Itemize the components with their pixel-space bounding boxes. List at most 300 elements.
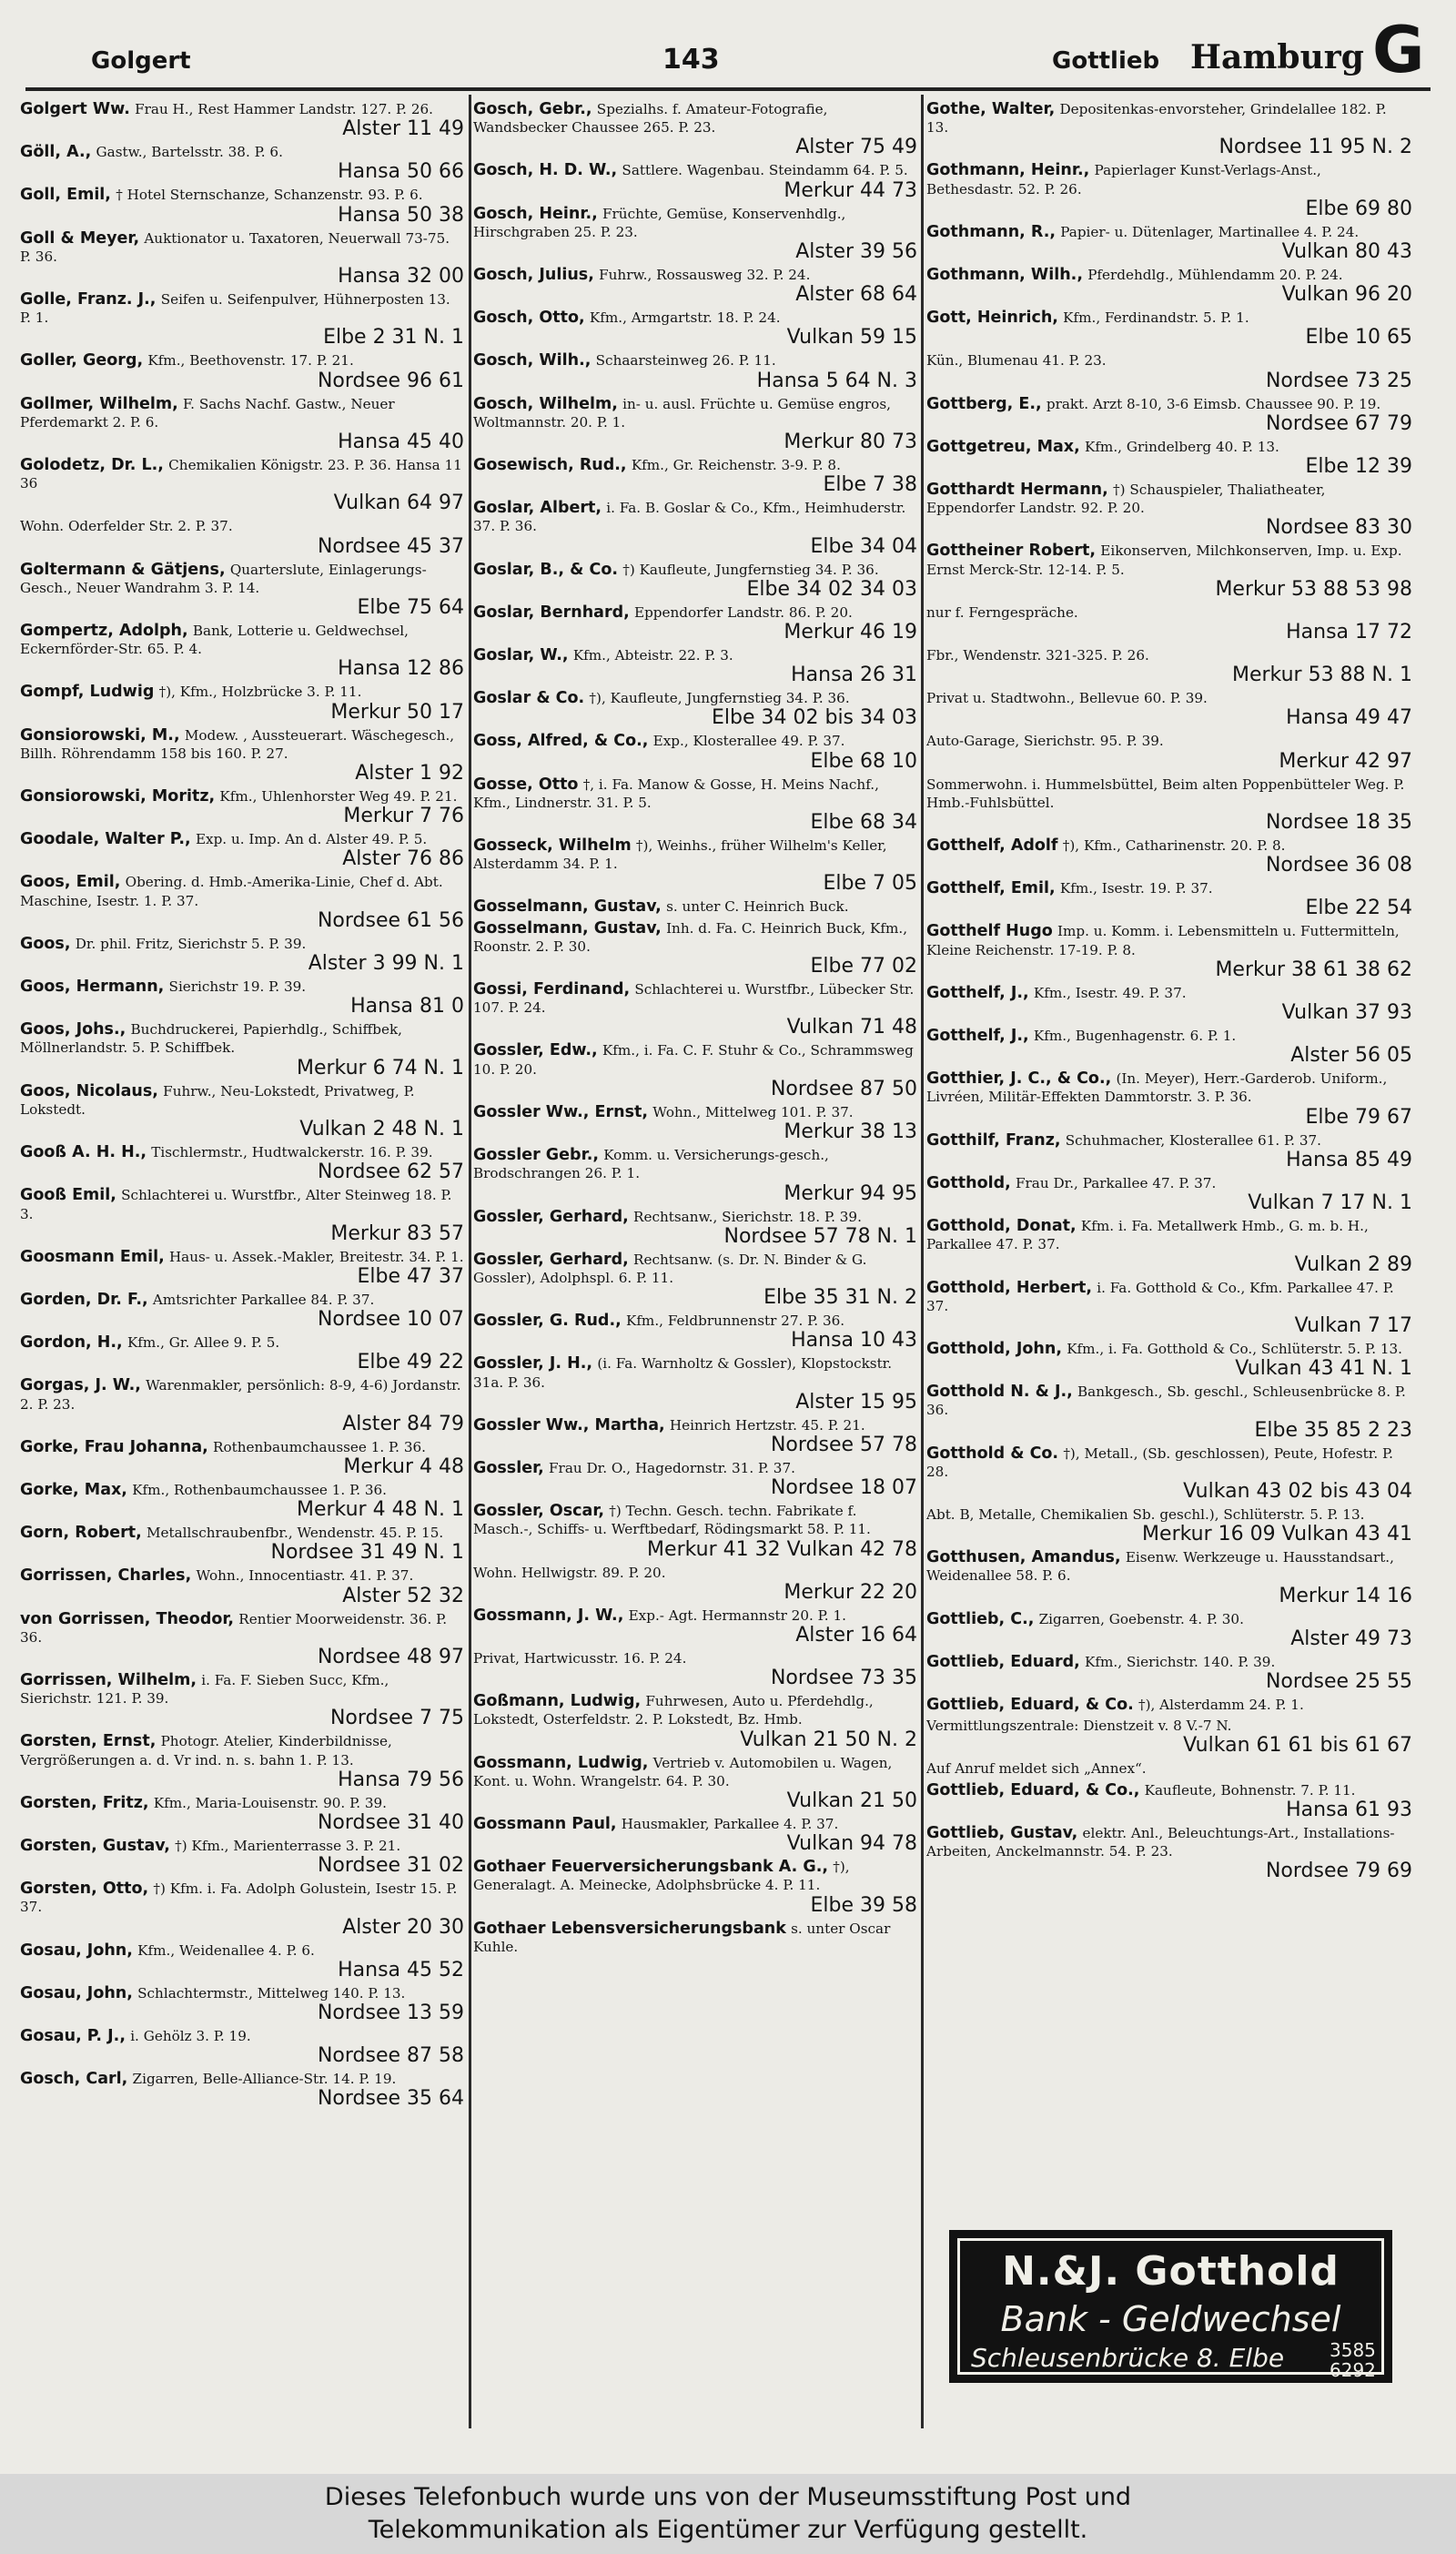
entry-phone: Nordsee 96 61 — [317, 369, 464, 392]
entry-details: Schuhmacher, Klosterallee 61. P. 37. — [1065, 1131, 1321, 1149]
directory-entry — [473, 1815, 917, 1855]
entry-phone: Nordsee 10 07 — [317, 1308, 464, 1332]
directory-entry — [473, 1920, 917, 1956]
directory-entry — [473, 395, 917, 453]
entry-details: Wohn., Mittelweg 101. P. 37. — [652, 1103, 854, 1120]
entry-phone: Merkur 46 19 — [784, 621, 917, 644]
directory-entry — [473, 1208, 917, 1248]
entry-details: Wohn. Hellwigstr. 89. P. 20. — [473, 1564, 666, 1581]
directory-entry — [473, 1502, 917, 1560]
directory-entry — [926, 1444, 1412, 1503]
entry-phone: Nordsee 83 30 — [1265, 516, 1412, 540]
directory-entry — [926, 1696, 1412, 1714]
directory-entry — [926, 1340, 1412, 1380]
directory-entry — [473, 603, 917, 644]
directory-entry — [473, 1858, 917, 1916]
ad-address: Schleusenbrücke 8. Elbe — [971, 2343, 1285, 2373]
header-letter: G — [1372, 13, 1425, 87]
entry-details: Schlachterei u. Wurstfbr., Alter Steinweg 18. P. 3. — [20, 1187, 452, 1222]
entry-details: Amtsrichter Parkallee 84. P. 37. — [152, 1291, 375, 1308]
entry-phone: Alster 75 49 — [795, 136, 917, 159]
directory-entry — [926, 1548, 1412, 1606]
directory-entry — [926, 1610, 1412, 1650]
entry-name: Goslar, Bernhard, — [473, 603, 630, 622]
entry-phone: Elbe 22 54 — [1305, 897, 1412, 920]
entry-details: Privat u. Stadtwohn., Bellevue 60. P. 39. — [926, 690, 1208, 707]
entry-phone: Nordsee 25 55 — [1265, 1669, 1412, 1693]
entry-phone: Elbe 79 67 — [1305, 1105, 1412, 1129]
directory-entry — [473, 1754, 917, 1812]
entry-name: Goslar, B., & Co. — [473, 560, 619, 579]
directory-entry — [20, 229, 464, 288]
directory-entry — [926, 1174, 1412, 1214]
directory-entry — [926, 603, 1412, 644]
entry-details: Rechtsanw. (s. Dr. N. Binder & G. Gossler), Adolphspl. 6. P. 11. — [473, 1251, 867, 1286]
entry-phone: Merkur 83 57 — [330, 1221, 464, 1245]
directory-entry — [926, 1781, 1412, 1821]
directory-entry — [926, 984, 1412, 1024]
directory-entry — [20, 1376, 464, 1434]
entry-name: Gosch, Otto, — [473, 309, 585, 328]
directory-entry — [20, 1941, 464, 1981]
entry-phone: Alster 76 86 — [342, 847, 464, 871]
entry-details: Frau Dr. O., Hagedornstr. 31. P. 37. — [549, 1459, 795, 1476]
directory-entry — [473, 351, 917, 391]
directory-entry — [20, 1984, 464, 2024]
entry-phone: Nordsee 31 49 N. 1 — [270, 1541, 464, 1565]
entry-name: Gosch, Julius, — [473, 266, 594, 285]
entry-name: Gorke, Max, — [20, 1480, 127, 1499]
entry-phone: Hansa 49 47 — [1286, 706, 1412, 730]
entry-phone: Hansa 50 38 — [338, 203, 464, 227]
directory-entry — [20, 561, 464, 619]
entry-details: Kün., Blumenau 41. P. 23. — [926, 352, 1107, 370]
entry-phone: Nordsee 67 79 — [1265, 411, 1412, 435]
entry-name: Gooß Emil, — [20, 1186, 116, 1205]
entry-details: Rothenbaumchaussee 1. P. 36. — [213, 1438, 426, 1455]
entry-name: Gosch, Carl, — [20, 2070, 128, 2089]
entry-phone: Elbe 68 10 — [810, 749, 917, 773]
entry-details: Imp. u. Komm. i. Lebensmitteln u. Futtermitteln, Kleine Reichenstr. 17-19. P. 8. — [926, 923, 1400, 958]
entry-name: Gottlieb, Eduard, & Co. — [926, 1695, 1134, 1714]
entry-name: Gorsten, Fritz, — [20, 1793, 149, 1812]
entry-name: Gotthelf, Adolf — [926, 836, 1058, 856]
entry-details: i. Fa. B. Goslar & Co., Kfm., Heimhuderstr. 37. P. 36. — [473, 500, 906, 535]
entry-phone: Alster 15 95 — [795, 1390, 917, 1414]
directory-entry — [926, 732, 1412, 772]
entry-name: Gothaer Lebensversicherungsbank — [473, 1919, 786, 1938]
entry-name: Gottlieb, Gustav, — [926, 1823, 1078, 1842]
directory-entry — [20, 456, 464, 514]
directory-entry — [473, 499, 917, 557]
entry-name: Gotthelf Hugo — [926, 922, 1053, 941]
entry-name: Gothmann, R., — [926, 222, 1057, 241]
entry-name: Gosau, John, — [20, 1941, 133, 1960]
directory-entry — [926, 1217, 1412, 1275]
entry-phone: Vulkan 43 02 bis 43 04 — [1183, 1479, 1412, 1503]
entry-details: †), Alsterdamm 24. P. 1. — [1138, 1696, 1304, 1713]
directory-entry — [20, 517, 464, 557]
entry-details: Metallschraubenfbr., Wendenstr. 45. P. 15. — [146, 1525, 444, 1542]
directory-entry — [473, 1416, 917, 1456]
entry-phone: Nordsee 61 56 — [317, 908, 464, 932]
entry-name: Goos, Nicolaus, — [20, 1081, 158, 1100]
entry-details: Exp.- Agt. Hermannstr 20. P. 1. — [628, 1606, 846, 1624]
entry-name: Gothaer Feuerversicherungsbank A. G., — [473, 1858, 828, 1877]
entry-phone: Vulkan 21 50 — [786, 1789, 917, 1812]
entry-details: Eisenw. Werkzeuge u. Hausstandsart., Weidenallee 58. P. 6. — [926, 1549, 1394, 1585]
entry-name: Gorsten, Ernst, — [20, 1732, 157, 1751]
entry-details: Obering. d. Hmb.-Amerika-Linie, Chef d. Abt. Maschine, Isestr. 1. P. 37. — [20, 874, 443, 909]
entry-details: (In. Meyer), Herr.-Garderob. Uniform., Livréen, Militär-Effekten Dammtorstr. 3. P. 36. — [926, 1070, 1388, 1106]
entry-details: Auktionator u. Taxatoren, Neuerwall 73-75. P. 36. — [20, 229, 450, 265]
directory-entry — [926, 922, 1412, 980]
entry-name: Gottlieb, Eduard, — [926, 1652, 1080, 1671]
entry-phone: Merkur 42 97 — [1279, 749, 1412, 773]
directory-entry — [926, 1383, 1412, 1441]
entry-phone: Hansa 12 86 — [338, 657, 464, 681]
entry-phone: Elbe 47 37 — [357, 1264, 464, 1288]
ad-company-name: N.&J. Gotthold — [1002, 2248, 1340, 2295]
entry-phone: Vulkan 43 41 N. 1 — [1235, 1357, 1412, 1381]
directory-entry — [473, 1459, 917, 1499]
entry-details: F. Sachs Nachf. Gastw., Neuer Pferdemarkt 2. P. 6. — [20, 395, 395, 431]
entry-name: Gorke, Frau Johanna, — [20, 1437, 208, 1456]
header-first-name: Golgert — [91, 47, 191, 75]
entry-name: Gorgas, J. W., — [20, 1376, 141, 1395]
entry-phone: Merkur 41 32 Vulkan 42 78 — [647, 1537, 917, 1561]
entry-name: Gossler Ww., Martha, — [473, 1415, 665, 1434]
entry-phone: Merkur 7 76 — [343, 805, 464, 828]
entry-details: i. Fa. F. Sieben Succ, Kfm., Sierichstr. 121. P. 39. — [20, 1671, 389, 1708]
entry-phone: Elbe 7 38 — [823, 473, 917, 497]
directory-entry — [473, 456, 917, 496]
entry-name: Gosch, Wilhelm, — [473, 394, 618, 413]
entry-details: Heinrich Hertzstr. 45. P. 21. — [669, 1416, 865, 1434]
directory-entry — [20, 1794, 464, 1834]
directory-column-1 — [20, 100, 464, 2437]
entry-details: †) Schauspieler, Thaliatheater, Eppendorfer Landstr. 92. P. 20. — [926, 481, 1326, 517]
entry-name: Gompertz, Adolph, — [20, 622, 188, 641]
archive-footer — [0, 2474, 1456, 2554]
directory-entry — [473, 309, 917, 349]
entry-phone: Hansa 61 93 — [1286, 1798, 1412, 1821]
entry-name: Gorn, Robert, — [20, 1524, 142, 1543]
entry-name: Gotthusen, Amandus, — [926, 1548, 1121, 1567]
entry-name: Gossmann, J. W., — [473, 1606, 624, 1625]
entry-details: Wohn., Innocentiastr. 41. P. 37. — [196, 1567, 414, 1585]
directory-entry — [926, 879, 1412, 919]
entry-details: Eppendorfer Landstr. 86. P. 20. — [634, 603, 853, 621]
entry-details: Hausmakler, Parkallee 4. P. 37. — [621, 1815, 839, 1832]
directory-entry — [473, 1692, 917, 1750]
entry-phone: Elbe 35 85 2 23 — [1254, 1418, 1412, 1442]
directory-entry — [473, 161, 917, 201]
entry-name: Gossi, Ferdinand, — [473, 980, 631, 999]
entry-details: Rechtsanw., Sierichstr. 18. P. 39. — [633, 1208, 862, 1225]
entry-phone: Merkur 38 13 — [784, 1120, 917, 1144]
directory-entry — [926, 646, 1412, 686]
entry-details: Vermittlungszentrale: Dienstzeit v. 8 V.-7 N. — [926, 1718, 1232, 1735]
entry-details: Kfm., Isestr. 19. P. 37. — [1059, 880, 1213, 897]
entry-name: Gosch, Gebr., — [473, 100, 592, 118]
entry-details: Pferdehdlg., Mühlendamm 20. P. 24. — [1087, 267, 1343, 284]
directory-entry — [20, 1837, 464, 1877]
entry-details: Bankgesch., Sb. geschl., Schleusenbrücke 8. P. 36. — [926, 1383, 1406, 1419]
entry-name: Goosmann Emil, — [20, 1247, 165, 1266]
entry-phone: Elbe 68 34 — [810, 811, 917, 835]
entry-details: Kfm., i. Fa. C. F. Stuhr & Co., Schrammsweg 10. P. 20. — [473, 1042, 914, 1078]
entry-name: Gotthold N. & J., — [926, 1383, 1073, 1402]
entry-name: Gonsiorowski, Moritz, — [20, 787, 216, 806]
directory-entry — [926, 266, 1412, 306]
entry-phone: Elbe 7 05 — [823, 872, 917, 896]
entry-name: Gothe, Walter, — [926, 100, 1056, 118]
directory-entry — [473, 980, 917, 1039]
entry-name: Gompf, Ludwig — [20, 683, 155, 702]
directory-entry — [926, 542, 1412, 600]
entry-phone: Alster 49 73 — [1290, 1627, 1412, 1650]
directory-entry — [473, 1564, 917, 1604]
directory-entry — [20, 726, 464, 785]
entry-details: Papierlager Kunst-Verlags-Anst., Bethesdastr. 52. P. 26. — [926, 162, 1321, 198]
entry-phone: Nordsee 48 97 — [317, 1645, 464, 1668]
entry-phone: Nordsee 62 57 — [317, 1160, 464, 1184]
entry-details: Frau H., Rest Hammer Landstr. 127. P. 26. — [135, 101, 433, 117]
directory-entry — [926, 438, 1412, 478]
entry-details: Kfm., Isestr. 49. P. 37. — [1033, 984, 1187, 1001]
directory-entry — [473, 775, 917, 834]
entry-details: Depositenkas-envorsteher, Grindelallee 182. P. 13. — [926, 101, 1387, 137]
entry-details: Kfm., Maria-Louisenstr. 90. P. 39. — [153, 1794, 388, 1811]
entry-details: Kfm., Gr. Reichenstr. 3-9. P. 8. — [631, 457, 841, 474]
page-number: 143 — [662, 44, 720, 76]
entry-details: Kfm., Ferdinandstr. 5. P. 1. — [1063, 309, 1249, 327]
directory-column-2 — [473, 100, 917, 2437]
entry-details: Eikonserven, Milchkonserven, Imp. u. Exp. Ernst Merck-Str. 12-14. P. 5. — [926, 542, 1402, 578]
entry-details: elektr. Anl., Beleuchtungs-Art., Installations-Arbeiten, Anckelmannstr. 54. P. 23. — [926, 1824, 1395, 1860]
entry-details: Sattlere. Wagenbau. Steindamm 64. P. 5. — [622, 162, 908, 179]
entry-phone: Vulkan 2 48 N. 1 — [299, 1118, 464, 1141]
entry-name: Gosch, H. D. W., — [473, 161, 618, 180]
entry-phone: Vulkan 2 89 — [1294, 1252, 1412, 1276]
directory-entry — [20, 290, 464, 349]
entry-name: Gorrissen, Wilhelm, — [20, 1670, 197, 1689]
directory-entry — [473, 1146, 917, 1204]
entry-name: Gossler, — [473, 1458, 544, 1477]
entry-name: Gossmann, Ludwig, — [473, 1753, 649, 1772]
entry-details: Wohn. Oderfelder Str. 2. P. 37. — [20, 518, 233, 535]
entry-phone: Vulkan 37 93 — [1281, 1001, 1412, 1025]
directory-entry — [926, 309, 1412, 349]
footer-line-1: Dieses Telefonbuch wurde uns von der Museumsstiftung Post und — [324, 2483, 1132, 2511]
entry-name: Goslar, W., — [473, 646, 569, 665]
entry-name: Gossler, G. Rud., — [473, 1312, 622, 1331]
entry-phone: Hansa 81 0 — [350, 995, 464, 1019]
entry-phone: Merkur 53 88 N. 1 — [1231, 664, 1412, 687]
entry-details: Komm. u. Versicherungs-gesch., Brodschrangen 26. P. 1. — [473, 1147, 829, 1182]
entry-name: Gotthold, John, — [926, 1339, 1062, 1358]
entry-name: Gosse, Otto — [473, 775, 579, 794]
entry-name: Gothmann, Heinr., — [926, 161, 1090, 180]
entry-phone: Nordsee 57 78 N. 1 — [723, 1224, 917, 1248]
entry-phone: Hansa 45 52 — [338, 1958, 464, 1981]
directory-entry — [20, 351, 464, 391]
entry-name: Gottberg, E., — [926, 394, 1042, 413]
entry-details: †) Techn. Gesch. techn. Fabrikate f. Masch.-, Schiffs- u. Werftbedarf, Rödingsmarkt 58. P. 11. — [473, 1503, 871, 1538]
entry-phone: Vulkan 21 50 N. 2 — [740, 1728, 917, 1751]
entry-phone: Nordsee 73 35 — [770, 1667, 917, 1690]
entry-details: s. unter C. Heinrich Buck. — [666, 898, 849, 916]
entry-phone: Elbe 75 64 — [357, 596, 464, 620]
entry-phone: Vulkan 64 97 — [333, 492, 464, 515]
entry-phone: Nordsee 45 37 — [317, 534, 464, 558]
directory-entry — [926, 1759, 1412, 1778]
directory-column-3 — [926, 100, 1412, 2437]
entry-name: Gosau, P. J., — [20, 2026, 126, 2045]
entry-phone: Nordsee 35 64 — [317, 2087, 464, 2111]
entry-details: nur f. Ferngespräche. — [926, 603, 1078, 621]
entry-phone: Merkur 38 61 38 62 — [1215, 958, 1412, 981]
entry-name: Gossler, Oscar, — [473, 1502, 605, 1521]
entry-name: Gotthold, Herbert, — [926, 1278, 1093, 1297]
entry-phone: Merkur 16 09 Vulkan 43 41 — [1142, 1523, 1412, 1546]
directory-entry — [20, 1143, 464, 1183]
directory-entry — [473, 836, 917, 895]
entry-phone: Nordsee 11 95 N. 2 — [1218, 136, 1412, 159]
directory-entry — [473, 732, 917, 772]
entry-details: Fuhrw., Neu-Lokstedt, Privatweg, P. Lokstedt. — [20, 1082, 415, 1118]
entry-details: Kfm., Grindelberg 40. P. 13. — [1084, 438, 1279, 455]
directory-entry — [926, 161, 1412, 219]
entry-phone: Vulkan 71 48 — [786, 1016, 917, 1039]
header-rule — [25, 87, 1431, 91]
entry-phone: Vulkan 7 17 — [1294, 1313, 1412, 1337]
entry-details: †), Kfm., Holzbrücke 3. P. 11. — [158, 684, 362, 701]
directory-entry — [926, 1131, 1412, 1171]
entry-details: Dr. phil. Fritz, Sierichstr 5. P. 39. — [75, 935, 307, 952]
entry-name: Gosch, Heinr., — [473, 204, 598, 223]
footer-line-2: Telekommunikation als Eigentümer zur Verfügung gestellt. — [368, 2516, 1088, 2544]
entry-phone: Elbe 49 22 — [357, 1351, 464, 1374]
entry-details: i. Fa. Gotthold & Co., Kfm. Parkallee 47. P. 37. — [926, 1279, 1394, 1314]
directory-entry — [473, 1103, 917, 1143]
entry-name: Göll, A., — [20, 143, 92, 162]
entry-details: Zigarren, Belle-Alliance-Str. 14. P. 19. — [132, 2071, 397, 2088]
entry-name: Gotthilf, Franz, — [926, 1130, 1061, 1150]
entry-name: Gotthold, — [926, 1173, 1011, 1192]
entry-phone: Nordsee 79 69 — [1265, 1860, 1412, 1883]
entry-name: Gott, Heinrich, — [926, 309, 1058, 328]
entry-name: Gonsiorowski, M., — [20, 725, 180, 745]
entry-phone: Merkur 4 48 — [343, 1454, 464, 1478]
entry-name: Gotthold, Donat, — [926, 1217, 1077, 1236]
entry-name: Goltermann & Gätjens, — [20, 560, 226, 579]
directory-entry — [473, 1649, 917, 1689]
directory-entry — [20, 787, 464, 827]
entry-phone: Alster 11 49 — [342, 117, 464, 141]
entry-name: Goll, Emil, — [20, 186, 111, 205]
entry-phone: Vulkan 80 43 — [1281, 240, 1412, 264]
entry-phone: Elbe 10 65 — [1305, 326, 1412, 350]
entry-phone: Merkur 6 74 N. 1 — [296, 1056, 464, 1079]
directory-entry — [20, 1333, 464, 1373]
page-header — [25, 13, 1431, 87]
entry-name: Gosseck, Wilhelm — [473, 836, 632, 856]
directory-entry — [926, 1824, 1412, 1882]
entry-name: Gossler Gebr., — [473, 1146, 600, 1165]
entry-details: Kfm., Beethovenstr. 17. P. 21. — [147, 352, 354, 370]
directory-entry — [473, 561, 917, 601]
entry-details: †) Kfm. i. Fa. Adolph Golustein, Isestr 15. P. 37. — [20, 1880, 458, 1916]
entry-details: Papier- u. Dütenlager, Martinallee 4. P. 24. — [1060, 223, 1360, 240]
entry-details: Kfm., Rothenbaumchaussee 1. P. 36. — [132, 1481, 388, 1498]
entry-details: Schaarsteinweg 26. P. 11. — [595, 352, 776, 370]
directory-entry — [20, 1082, 464, 1140]
entry-phone: Alster 68 64 — [795, 283, 917, 307]
entry-details: Chemikalien Königstr. 23. P. 36. Hansa 11 36 — [20, 457, 462, 492]
entry-details: Kfm., i. Fa. Gotthold & Co., Schlüterstr. 5. P. 13. — [1067, 1340, 1402, 1357]
directory-entry — [20, 186, 464, 226]
entry-details: Modew. , Aussteuerart. Wäschegesch., Billh. Röhrendamm 158 bis 160. P. 27. — [20, 726, 455, 762]
entry-phone: Hansa 26 31 — [791, 664, 917, 687]
directory-entry — [926, 775, 1412, 834]
directory-entry — [926, 395, 1412, 435]
directory-entry — [926, 1279, 1412, 1337]
directory-entry — [20, 1566, 464, 1606]
entry-phone: Alster 3 99 N. 1 — [308, 952, 464, 976]
entry-name: Gorsten, Otto, — [20, 1880, 149, 1899]
entry-details: Kfm., Sierichstr. 140. P. 39. — [1085, 1653, 1276, 1670]
entry-details: Kfm. i. Fa. Metallwerk Hmb., G. m. b. H., Parkallee 47. P. 37. — [926, 1218, 1369, 1253]
directory-entry — [20, 1248, 464, 1288]
entry-name: Gordon, H., — [20, 1333, 123, 1353]
entry-details: Photogr. Atelier, Kinderbildnisse, Vergrößerungen a. d. Vr ind. n. s. bahn 1. P. 13. — [20, 1733, 392, 1769]
entry-details: Spezialhs. f. Amateur-Fotografie, Wandsbecker Chaussee 265. P. 23. — [473, 101, 828, 137]
ad-business: Bank - Geldwechsel — [1000, 2299, 1341, 2339]
entry-name: Goos, Emil, — [20, 873, 121, 892]
entry-name: von Gorrissen, Theodor, — [20, 1609, 235, 1628]
entry-name: Goslar & Co. — [473, 689, 585, 708]
entry-phone: Nordsee 87 58 — [317, 2044, 464, 2068]
directory-entry — [926, 100, 1412, 158]
entry-phone: Hansa 5 64 N. 3 — [756, 369, 917, 392]
directory-entry — [20, 2027, 464, 2067]
directory-entry — [926, 1027, 1412, 1067]
entry-phone: Nordsee 31 02 — [317, 1854, 464, 1878]
entry-name: Golodetz, Dr. L., — [20, 456, 164, 475]
entry-phone: Alster 20 30 — [342, 1915, 464, 1939]
directory-entry — [20, 143, 464, 183]
entry-details: i. Gehölz 3. P. 19. — [130, 2027, 251, 2044]
directory-entry — [473, 100, 917, 158]
entry-name: Gottheiner Robert, — [926, 542, 1097, 561]
entry-phone: Vulkan 7 17 N. 1 — [1248, 1191, 1412, 1215]
entry-name: Gossler, J. H., — [473, 1354, 593, 1373]
entry-phone: Merkur 22 20 — [784, 1580, 917, 1604]
entry-details: (i. Fa. Warnholtz & Gossler), Klopstockstr. 31a. P. 36. — [473, 1355, 893, 1391]
entry-phone: Vulkan 96 20 — [1281, 283, 1412, 307]
entry-details: Vertrieb v. Automobilen u. Wagen, Kont. u. Wohn. Wrangelstr. 64. P. 30. — [473, 1754, 893, 1789]
entry-details: †), Kfm., Catharinenstr. 20. P. 8. — [1062, 837, 1286, 855]
entry-phone: Nordsee 18 07 — [770, 1476, 917, 1500]
entry-phone: Elbe 39 58 — [810, 1893, 917, 1917]
entry-name: Gosau, John, — [20, 1983, 133, 2002]
directory-entry — [926, 481, 1412, 539]
entry-phone: Hansa 10 43 — [791, 1329, 917, 1353]
entry-details: Schlachterei u. Wurstfbr., Lübecker Str. 107. P. 24. — [473, 981, 915, 1017]
entry-phone: Nordsee 13 59 — [317, 2001, 464, 2024]
